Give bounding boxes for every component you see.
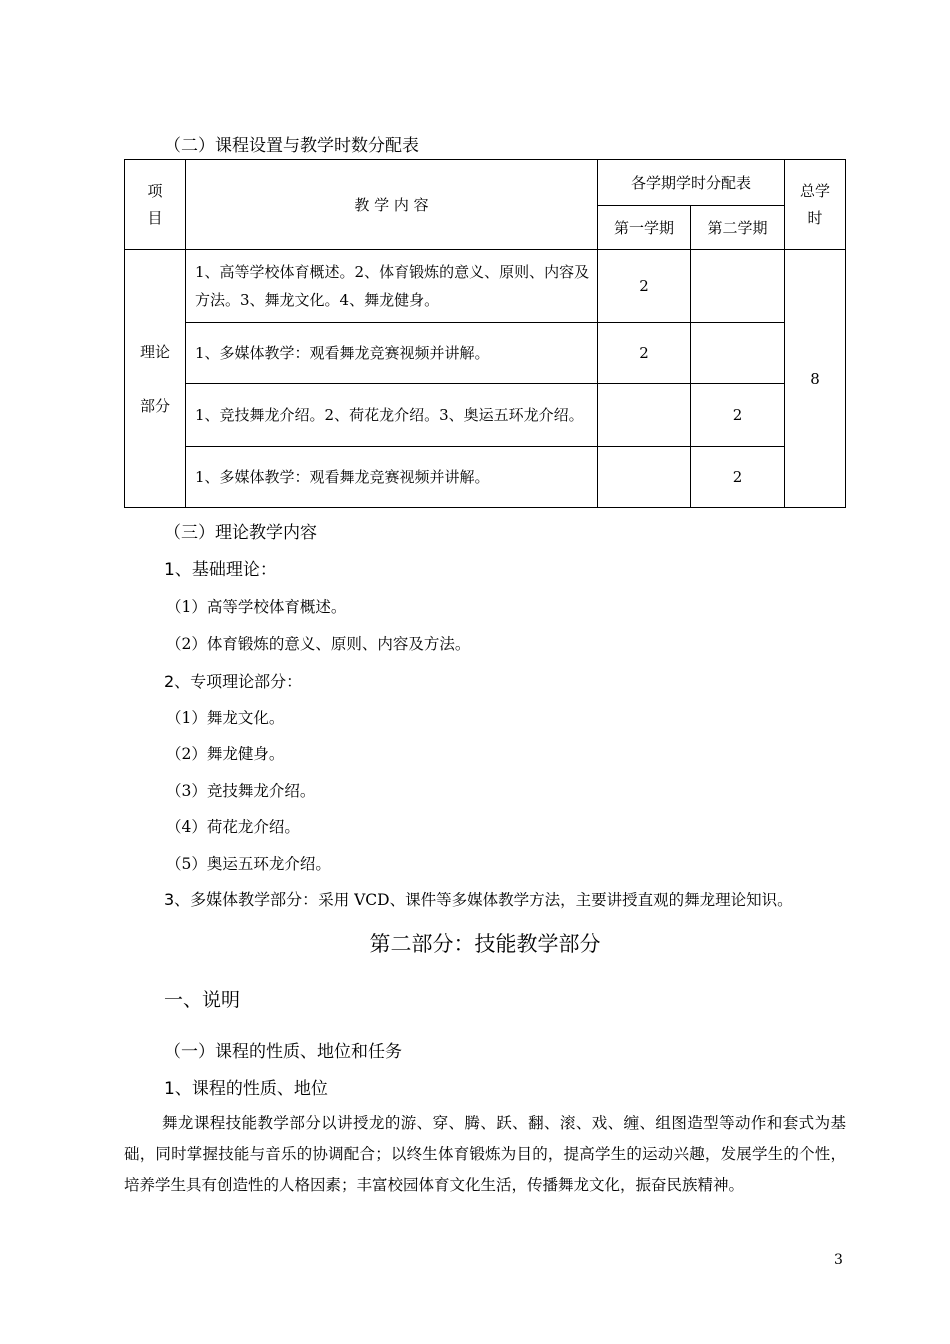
header-item-line1: 项 xyxy=(147,181,163,200)
row-content: 1、竞技舞龙介绍。2、荷花龙介绍。3、奥运五环龙介绍。 xyxy=(186,384,598,447)
basic-theory-heading: 1、基础理论： xyxy=(164,560,277,580)
category-line1: 理论 xyxy=(139,342,170,361)
list-item: （1）高等学校体育概述。 xyxy=(166,598,347,616)
table-heading: （二）课程设置与教学时数分配表 xyxy=(164,136,419,156)
row-sem2: 2 xyxy=(691,447,785,508)
header-content: 教 学 内 容 xyxy=(186,160,598,250)
header-total-line1: 总学 xyxy=(800,181,831,200)
header-sem2: 第二学期 xyxy=(691,206,785,250)
category-cell xyxy=(125,250,186,508)
multimedia-line xyxy=(164,887,793,910)
table-row xyxy=(125,384,846,447)
header-total xyxy=(785,160,846,250)
list-item: （2）体育锻炼的意义、原则、内容及方法。 xyxy=(166,635,471,653)
special-theory-heading: 2、专项理论部分： xyxy=(164,672,303,691)
section-heading: 一、说明 xyxy=(164,989,241,1011)
list-item: （4）荷花龙介绍。 xyxy=(166,818,300,836)
row-sem2 xyxy=(691,250,785,323)
multimedia-label: 3、多媒体教学部分： xyxy=(164,890,319,909)
row-content: 1、多媒体教学：观看舞龙竞赛视频并讲解。 xyxy=(186,447,598,508)
row-sem1 xyxy=(598,384,691,447)
header-sem1: 第一学期 xyxy=(598,206,691,250)
table-row xyxy=(125,447,846,508)
list-item: （1）舞龙文化。 xyxy=(166,709,285,727)
list-item: （3）竞技舞龙介绍。 xyxy=(166,782,316,800)
list-item: （2）舞龙健身。 xyxy=(166,745,285,763)
multimedia-text: 采用 VCD、课件等多媒体教学方法，主要讲授直观的舞龙理论知识。 xyxy=(318,891,793,909)
header-total-line2: 时 xyxy=(807,208,823,227)
row-sem2: 2 xyxy=(691,384,785,447)
theory-heading: （三）理论教学内容 xyxy=(164,523,317,543)
part-two-title: 第二部分：技能教学部分 xyxy=(369,932,601,956)
subsection-heading: （一）课程的性质、地位和任务 xyxy=(164,1042,402,1062)
category-line2: 部分 xyxy=(139,396,170,415)
table-row xyxy=(125,250,846,323)
row-content: 1、多媒体教学：观看舞龙竞赛视频并讲解。 xyxy=(186,323,598,384)
body-paragraph: 舞龙课程技能教学部分以讲授龙的游、穿、腾、跃、翻、滚、戏、缠、组图造型等动作和套式为基础，同时掌握技能与音乐的协调配合；以终生体育锻炼为目的，提高学生的运动兴趣，发展学生的个性，培养学生具有创造性的人格因素；丰富校园体育文化生活，传播舞龙文化，振奋民族精神。 xyxy=(124,1114,846,1194)
table-row xyxy=(125,323,846,384)
header-item-line2: 目 xyxy=(147,208,163,227)
total-hours: 8 xyxy=(785,250,846,508)
page-number: 3 xyxy=(834,1252,843,1268)
header-item xyxy=(125,160,186,250)
header-semester-group: 各学期学时分配表 xyxy=(598,160,785,206)
list-item: （5）奥运五环龙介绍。 xyxy=(166,855,331,873)
row-sem2 xyxy=(691,323,785,384)
row-content: 1、高等学校体育概述。2、体育锻炼的意义、原则、内容及方法。3、舞龙文化。4、舞龙健身。 xyxy=(186,250,598,323)
item-heading: 1、课程的性质、地位 xyxy=(164,1079,328,1099)
row-sem1 xyxy=(598,447,691,508)
row-sem1: 2 xyxy=(598,323,691,384)
row-sem1: 2 xyxy=(598,250,691,323)
course-hours-table xyxy=(124,159,846,508)
